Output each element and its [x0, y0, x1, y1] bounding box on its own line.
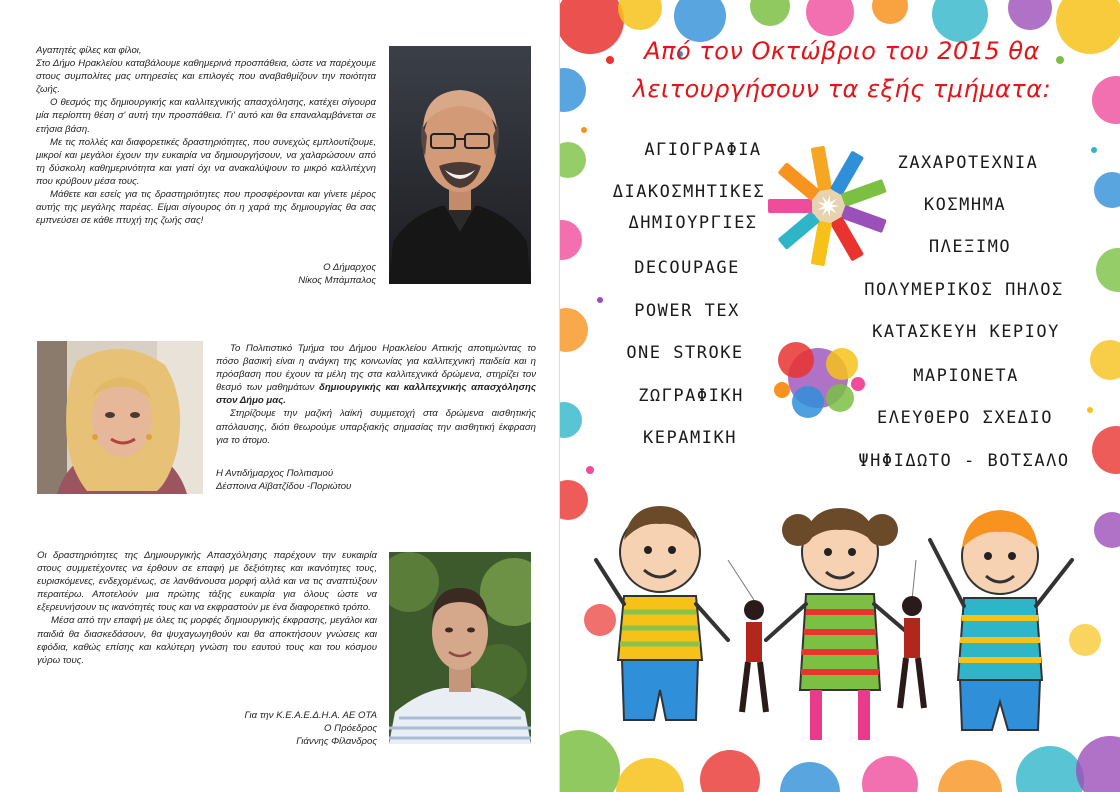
mayor-portrait — [389, 46, 531, 284]
mayor-paragraph: Στο Δήμο Ηρακλείου καταβάλουμε καθημερινά προσπάθεια, ώστε να παρέχουμε στους συμπολίτες μας υπηρεσίες και επιλογές που αναβαθμίζουν την ποιότητα ζωής. — [36, 58, 376, 96]
mayor-message — [36, 44, 376, 227]
president-org: Για την Κ.Ε.Α.Ε.Δ.Η.Α. ΑΕ ΟΤΑ — [244, 710, 377, 721]
headline-line: λειτουργήσουν τα εξής τμήματα: — [632, 75, 1052, 103]
activity-item: ΨΗΦΙΔΩΤΟ - ΒΟΤΣΑΛΟ — [858, 451, 1070, 471]
activity-item: ΠΛΕΞΙΜΟ — [928, 237, 1012, 257]
president-photo — [389, 552, 531, 744]
activity-item: ΑΓΙΟΓΡΑΦΙΑ — [644, 140, 762, 160]
right-page — [560, 0, 1120, 792]
activity-item: ONE STROKE — [626, 343, 744, 363]
president-message — [37, 549, 377, 667]
deputy-paragraph: Στηρίζουμε την μαζική λαϊκή συμμετοχή στα δρώμενα αισθητικής απόλαυσης, διότι θεωρούμε υπαρξιακής σημασίας την αισθητική έκφραση για το άτομο. — [216, 408, 536, 446]
mayor-name: Νίκος Μπάμπαλος — [298, 275, 376, 287]
deputy-photo — [37, 341, 203, 494]
activity-item: ΖΑΧΑΡΟΤΕΧΝΙΑ — [897, 153, 1039, 173]
president-paragraph: Οι δραστηριότητες της Δημιουργικής Απασχόλησης παρέχουν την ευκαιρία στους συμμετέχοντες να έρθουν σε επαφή με δεξιότητες και ικανότητες τους, ευρισκόμενες, ενδεχομένως, σε λανθάνουσα μορφή αλλά και να τις αναπτύξουν περαιτέρω. Αποτελούν μια πρώτης τάξης ευκαιρία για όλους ώστε να εξερευνήσουν τις ικανότητές τους και να εκφραστούν με ένα διαφορετικό τρόπο. — [37, 550, 377, 614]
activity-item: ΔΙΑΚΟΣΜΗΤΙΚΕΣ — [612, 182, 766, 202]
activity-item: ΚΟΣΜΗΜΑ — [923, 195, 1007, 215]
marionette-puppet — [900, 560, 924, 708]
activity-item: ΜΑΡΙΟΝΕΤΑ — [913, 366, 1019, 386]
activity-item: DECOUPAGE — [634, 258, 740, 278]
mayor-greeting: Αγαπητές φίλες και φίλοι, — [36, 45, 142, 56]
activity-item: ΔΗΜΙΟΥΡΓΙΕΣ — [628, 213, 758, 233]
president-portrait — [389, 552, 531, 744]
president-name: Γιάννης Φίλανδρος — [296, 736, 377, 748]
children-illustration — [596, 506, 1072, 740]
president-title: Ο Πρόεδρος — [324, 723, 377, 735]
deputy-name: Δέσποινα Αϊβατζίδου -Ποριώτου — [216, 481, 352, 493]
mayor-paragraph: Μάθετε και εσείς για τις δραστηριότητες που προσφέρονται και γίνετε μέρος αυτής της μεγάλης παρέας. Είμαι σίγουρος ότι η χαρά της δημιουργίας θα σας εμπνεύσει σε κάθε πτυχή της ζωής σας! — [36, 189, 376, 227]
deputy-title: Η Αντιδήμαρχος Πολιτισμού — [216, 468, 334, 479]
activity-item: ΖΩΓΡΑΦΙΚΗ — [638, 386, 744, 406]
color-splash-illustration — [774, 342, 865, 418]
president-paragraph: Μέσα από την επαφή με όλες τις μορφές δημιουργικής έκφρασης, μεγάλοι και παιδιά θα διασκεδάσουν, θα ψυχαγωγηθούν και θα αποκτήσουν γνώσεις και εφόδια, καθώς επίσης και καλύτερη γνώση του εαυτού τους και του κόσμου γύρω τους. — [37, 615, 377, 666]
activities-headline — [572, 32, 1112, 108]
marionette-puppet — [728, 560, 766, 712]
activity-item: POWER TEX — [634, 301, 740, 321]
deputy-portrait — [37, 341, 203, 494]
mayor-paragraph: Ο θεσμός της δημιουργικής και καλλιτεχνικής απασχόλησης, κατέχει σίγουρα μία περίοπτη θέση σ' αυτή την προσπάθεια. Γι' αυτό και θα επαναλαμβάνεται σε ετήσια βάση. — [36, 97, 376, 135]
pencils-illustration — [768, 146, 887, 267]
mayor-paragraph: Με τις πολλές και διαφορετικές δραστηριότητες, που συνεχώς εμπλουτίζουμε, μικροί και μεγάλοι έχουν την ευκαιρία να δημιουργήσουν, να χαλαρώσουν από τη δύσκολη καθημερινότητα και γιατί όχι να ανακαλύψουν το μικρό καλλιτέχνη που κρύβουν μέσα τους. — [36, 136, 376, 187]
activity-item: ΚΑΤΑΣΚΕΥΗ ΚΕΡΙΟΥ — [872, 322, 1060, 342]
mayor-title: Ο Δήμαρχος — [323, 262, 376, 273]
deputy-bold-text: δημιουργικής και καλλιτεχνικής απασχόλησης στον Δήμο μας. — [216, 382, 536, 407]
deputy-message — [216, 342, 536, 447]
president-signature — [180, 709, 377, 749]
deputy-paragraph-text: Το Πολιτιστικό Τμήμα του Δήμου Ηρακλείου Αττικής αποτιμώντας το πόσο βασική είναι η ανάγκη της κοινωνίας για καλλιτεχνική παιδεία και η πρόσβαση που έχουν τα μέλη της στα καλλιτεχνικά δρώμενα, στηρίζει τον θεσμό των μαθημάτων — [216, 343, 536, 394]
activity-item: ΠΟΛΥΜΕΡΙΚΟΣ ΠΗΛΟΣ — [864, 280, 1064, 300]
activity-item: ΚΕΡΑΜΙΚΗ — [643, 428, 737, 448]
deputy-paragraph — [216, 342, 536, 407]
activity-item: ΕΛΕΥΘΕΡΟ ΣΧΕΔΙΟ — [876, 408, 1054, 428]
mayor-signature — [180, 261, 376, 287]
mayor-photo — [389, 46, 531, 284]
headline-line: Από τον Οκτώβριο του 2015 θα — [644, 37, 1040, 65]
deputy-signature — [216, 467, 416, 493]
